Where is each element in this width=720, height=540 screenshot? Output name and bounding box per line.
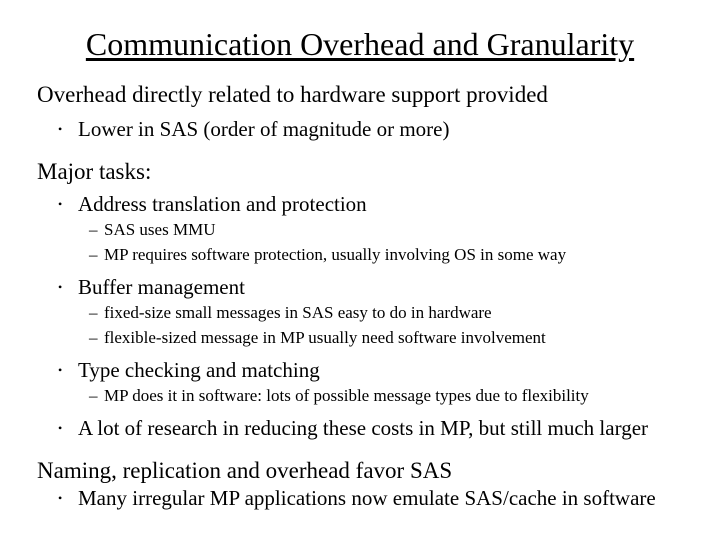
bullet-icon: • (58, 491, 63, 505)
subpoint-irregular-mp (58, 485, 656, 511)
slide-title: Communication Overhead and Granularity (85, 26, 635, 62)
detail-text: MP requires software protection, usually involving OS in some way (104, 245, 567, 264)
subpoint-text: Many irregular MP applications now emulate SAS/cache in software (78, 486, 656, 510)
subpoint-text: Address translation and protection (78, 192, 367, 216)
subpoint-research (58, 415, 649, 441)
dash-icon: – (89, 220, 98, 239)
bullet-icon: • (58, 122, 63, 136)
point-naming-replication: Naming, replication and overhead favor SAS (37, 458, 453, 483)
dash-icon: – (89, 303, 98, 322)
bullet-icon: • (58, 363, 63, 377)
detail-text: MP does it in software: lots of possible message types due to flexibility (104, 386, 589, 405)
detail-sas-mmu (89, 219, 216, 241)
bullet-icon: • (58, 197, 63, 211)
subpoint-lower-in-sas (58, 116, 450, 142)
subpoint-text: Lower in SAS (order of magnitude or more) (78, 117, 450, 141)
point-major-tasks: Major tasks: (37, 159, 152, 184)
subpoint-text: Type checking and matching (78, 358, 320, 382)
detail-mp-software (89, 385, 589, 407)
subpoint-type-checking (58, 357, 320, 383)
detail-text: flexible-sized message in MP usually need software involvement (104, 328, 546, 347)
point-overhead: Overhead directly related to hardware support provided (37, 82, 548, 107)
detail-fixed-size (89, 302, 492, 324)
bullet-icon: • (58, 421, 63, 435)
bullet-icon: • (58, 280, 63, 294)
subpoint-text: A lot of research in reducing these costs in MP, but still much larger (78, 416, 649, 440)
detail-text: SAS uses MMU (104, 220, 216, 239)
subpoint-buffer-management (58, 274, 245, 300)
detail-text: fixed-size small messages in SAS easy to do in hardware (104, 303, 492, 322)
detail-flexible-sized (89, 327, 546, 349)
dash-icon: – (89, 328, 98, 347)
dash-icon: – (89, 386, 98, 405)
subpoint-text: Buffer management (78, 275, 245, 299)
subpoint-address-translation (58, 191, 367, 217)
dash-icon: – (89, 245, 98, 264)
detail-mp-protection (89, 244, 567, 266)
